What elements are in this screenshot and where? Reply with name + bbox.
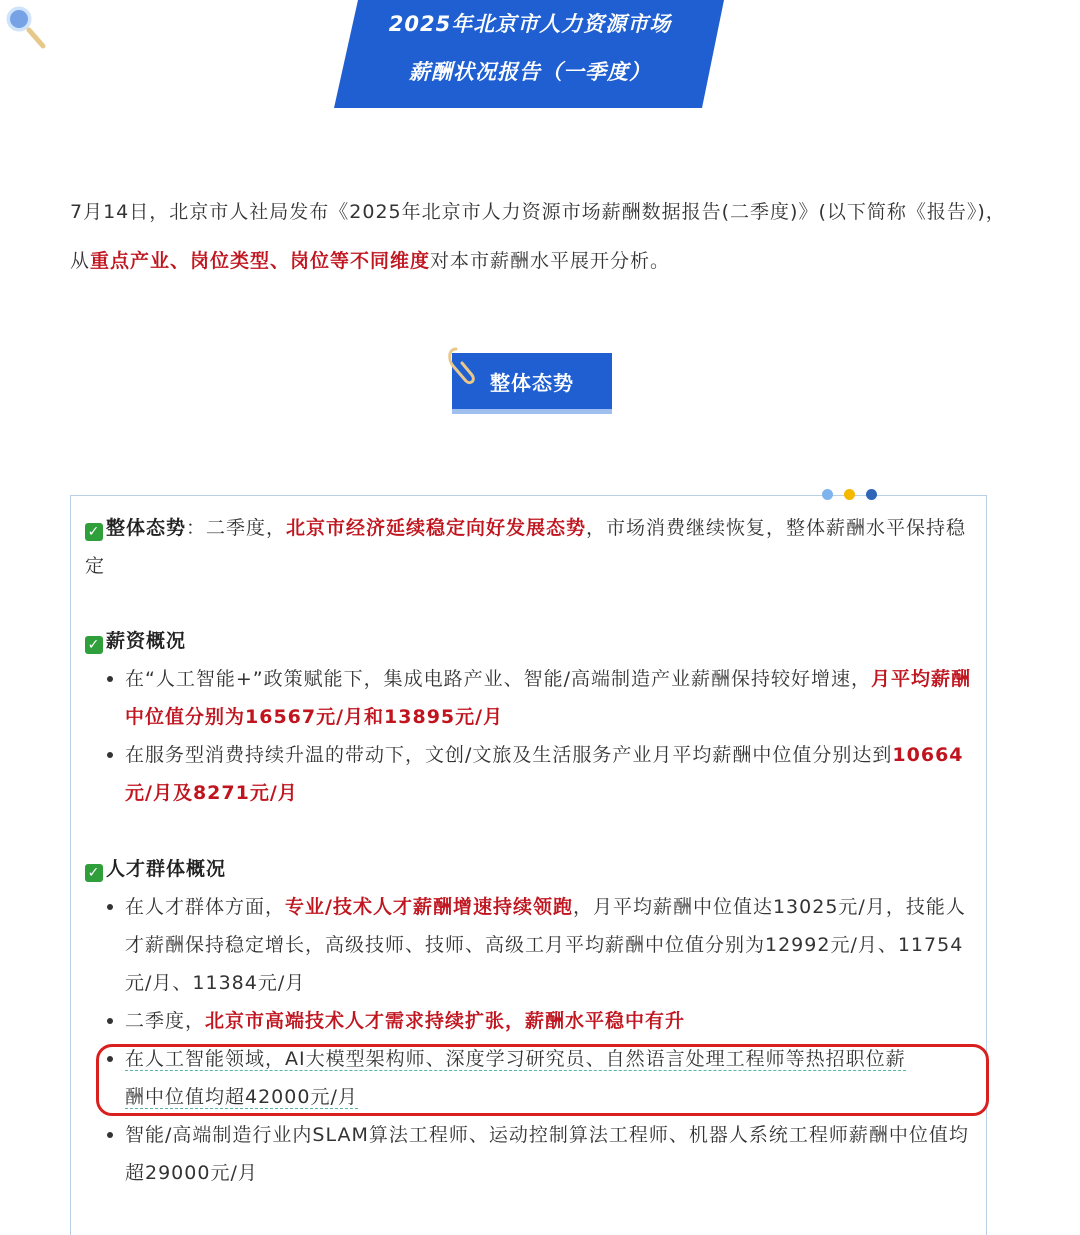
talent-heading-row: [85, 850, 985, 888]
intro-paragraph: [70, 188, 1010, 286]
talent-b1-pre: 在人才群体方面，: [125, 896, 286, 918]
section-badge: [444, 345, 624, 420]
talent-heading: 人才群体概况: [106, 858, 227, 880]
decorative-dots: [822, 489, 882, 501]
overall-colon: ：二季度，: [186, 517, 287, 539]
talent-b4-text: 智能/高端制造行业内SLAM算法工程师、运动控制算法工程师、机器人系统工程师薪酬中位值均超29000元/月: [125, 1124, 969, 1184]
talent-b1-rest: ，月平均薪酬中位值达13025元/月，技能人才薪酬保持稳定增长，高级技师、技师、高级工月平均薪酬中位值分别为12992元/月、11754元/月、11384元/月: [125, 896, 966, 994]
list-item: [85, 660, 975, 736]
talent-b2-pre: 二季度，: [125, 1010, 206, 1032]
list-item: [85, 888, 975, 1002]
list-item: [85, 736, 975, 812]
dot-light-blue: [822, 489, 833, 500]
salary-heading: 薪资概况: [106, 630, 187, 652]
overall-rest: ，市场消费继续恢复，整体薪酬水平保持稳定: [85, 517, 967, 577]
check-icon: ✓: [85, 636, 103, 654]
title-banner: [0, 0, 1080, 130]
overall-heading: 整体态势: [106, 517, 187, 539]
talent-b3-text-a: 在人工智能领域，AI大模型架构师、深度学习研究员、自然语言处理工程师等热招职位薪: [125, 1048, 906, 1070]
talent-section: [85, 850, 985, 1192]
paperclip-icon: [444, 345, 478, 387]
intro-text-part1: 7月14日，北京市人社局发布《2025年北京市人力资源市场薪酬数据报告(二季度)》(以下简称《报告》)，从: [70, 201, 1006, 272]
highlight-ring: [96, 1044, 989, 1116]
salary-list: [85, 660, 985, 812]
check-icon: ✓: [85, 523, 103, 541]
check-icon: ✓: [85, 864, 103, 882]
dot-dark-blue: [866, 489, 877, 500]
section-badge-label: 整体态势: [452, 353, 612, 409]
banner-title-line1: 2025年北京市人力资源市场: [388, 12, 672, 36]
badge-underline: [452, 409, 612, 414]
dot-yellow: [844, 489, 855, 500]
magnifier-icon: [0, 0, 50, 52]
list-item: [85, 1002, 975, 1040]
salary-section: [85, 622, 985, 812]
salary-b2-highlight: 10664元/月及8271元/月: [125, 744, 964, 804]
banner-title-line2: 薪酬状况报告（一季度）: [409, 60, 651, 84]
intro-highlight: 重点产业、岗位类型、岗位等不同维度: [90, 250, 431, 272]
talent-b3-text-b: 酬中位值均超42000元/月: [125, 1086, 358, 1108]
intro-text-part2: 对本市薪酬水平展开分析。: [430, 250, 671, 272]
talent-b1-highlight: 专业/技术人才薪酬增速持续领跑: [285, 896, 573, 918]
talent-list: [85, 888, 985, 1192]
salary-b2-text: 在服务型消费持续升温的带动下，文创/文旅及生活服务产业月平均薪酬中位值分别达到: [125, 744, 893, 766]
overall-section: [85, 509, 985, 585]
talent-b2-highlight: 北京市高端技术人才需求持续扩张，薪酬水平稳中有升: [205, 1010, 686, 1032]
list-item: [85, 1116, 975, 1192]
salary-b1-highlight: 月平均薪酬中位值分别为16567元/月和13895元/月: [125, 668, 972, 728]
salary-heading-row: [85, 622, 985, 660]
overall-highlight: 北京市经济延续稳定向好发展态势: [286, 517, 587, 539]
salary-b1-text: 在“人工智能+”政策赋能下，集成电路产业、智能/高端制造产业薪酬保持较好增速，: [125, 668, 872, 690]
